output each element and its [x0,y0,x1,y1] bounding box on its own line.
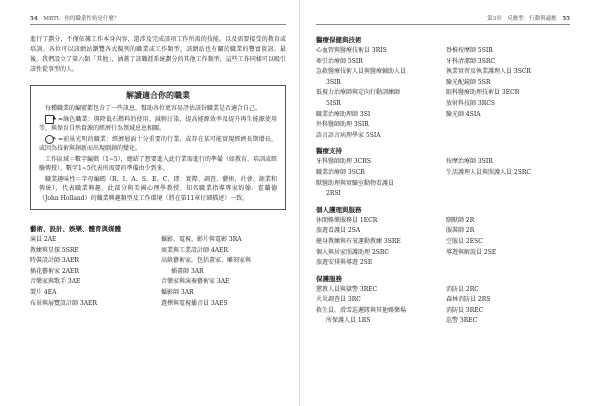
job-item: 驗光配鏡師 5SR [446,78,491,86]
section-healthcare-support [316,146,570,199]
box-paragraph-4: 工作區域＝數字編碼（1~5），總結了想要進入此行業需進行的準備（如教育、培訓或經驗傳授），數字1~5代表所需要的準備由少到多。 [39,155,277,172]
job-item: 驗光師 4SIA [446,110,481,118]
job-item: 低視力治療師與定向行動訓練師 [316,89,401,97]
job-item: 所保護人員 1RS [326,317,371,325]
job-item: 製片 4EA [30,288,57,296]
job-item: 插花藝術家 2AER [30,267,79,275]
job-item: 職業治療助理師 3SI [316,110,371,118]
job-item: 空服員 2ESC [446,237,483,245]
job-item: 休閒娛樂服務員 1ECR [316,216,378,224]
job-item: 攝影、電視、影片與電影 3RA [161,236,242,243]
job-item: 5ISR [326,99,341,107]
job-item: 旅遊安排與導遊 2SE [316,259,373,267]
job-column-1 [316,157,440,199]
left-running-head [30,14,286,25]
job-item: 懲教人員與獄警 3REC [316,285,378,293]
section-title: 保護服務 [316,274,342,283]
job-item: 選擇與電視播音員 3AES [161,299,228,307]
section-arts [30,224,286,309]
job-item: 救生員、滑雪巡邏隊與其他娛樂場 [316,306,407,314]
section-title: 個人護理與服務 [316,205,362,214]
right-running-head [316,14,570,25]
section-personal-care [316,205,570,269]
job-item: 2RSI [326,190,341,198]
career-legend-box [30,85,286,210]
right-page-number: 55 [562,16,570,22]
job-item: 馴獸師 2R [446,216,475,224]
section-title: 醫療保健與技術 [316,36,362,44]
job-item: 生活護理人員與照護人員 2SRC [446,168,531,176]
left-page-number: 54 [30,16,38,22]
job-item: 牽引治療師 5SIR [316,57,363,65]
job-column-2 [446,157,570,199]
right-header-title: 第3章 反應型：行動與適應 [487,16,557,22]
job-item: 高級藝術家，包括畫家、雕刻家與 [161,257,252,265]
job-item: 語言語言病理學家 5SIA [316,131,381,139]
job-column-2 [161,235,286,309]
job-item: 3SIR [326,78,341,86]
job-item: 巡警 3REC [446,317,478,325]
job-item: 按摩治療師 3SIR [446,158,493,166]
section-title: 醫療支持 [316,147,342,156]
job-item: 音樂家與演奏藝術家 3AE [161,278,230,286]
job-item: 獸醫助理與實驗室動物看護員 [316,179,395,187]
job-item: 旅遊看護員 2SA [316,227,361,235]
job-item: 個人與居家照護助理 2SRC [316,248,389,256]
bright-outlook-icon: ☀ [45,135,54,144]
box-paragraph-1: 每種職業的編號都包含了一些訊息，幫助各位更容易評估該份職業是否適合自己。 [45,105,262,112]
box-title: 解讀適合你的職業 [126,91,190,100]
job-item: 音樂家與歌手 3AE [30,278,81,286]
job-item: 攝影師 3AR [161,288,194,296]
job-item: 布景與展覽設計師 3AER [30,299,97,307]
job-column-1 [30,235,155,309]
section-title: 藝術、設計、娛樂、體育與媒體 [30,225,121,233]
box-paragraph-3: ☀ =前景光明的職業：經濟層面十分重要的行業，或存在某可能實現經濟長期增長，或因為技術與創新而出現劇創的變化。 [39,135,277,152]
job-item: 健身教練與有氧運動教練 3SRE [316,237,401,245]
job-item: 眼科醫療助理技術員 3ECR [446,89,520,97]
job-item: 牙科清潔師 3SRC [446,57,495,65]
job-item: 演員 2AE [30,236,57,243]
job-item: 時裝設計師 3AER [30,257,79,265]
job-item: 牙科醫師助理 3CRS [316,158,371,166]
job-item: 消防員 2RC [446,285,479,293]
job-item: 服裝師 2R [446,227,475,235]
job-item: 職業治療師 3SCR [316,168,365,176]
box-paragraph-5: 職業趣味性＝字母編碼（R、I、A、S、E、C，即：實際、調查、藝術、社會、創業和傳統），代表職業興趣，此部分與美國心理學教授、知名職業指導專家約翰．霍蘭德（John Holland）的職業興趣類型及工作環境（將在第11章仔細描述）一致。 [39,175,277,202]
job-item: 執業實習及執業護理人員 3SCR [446,68,531,76]
section-protective-service [316,274,570,327]
green-job-icon: ♣ [45,115,54,124]
left-header-title: MBTI：你的職業性格是什麼？ [43,16,120,22]
job-item: 脊椎按摩師 5SIR [446,47,493,54]
right-page [300,0,600,406]
job-column-1 [316,216,440,269]
job-item: 心血管與醫療技術員 3RIS [316,47,387,54]
job-item: 消防員 3REC [446,306,484,314]
job-item: 導遊與解說員 2SE [446,248,497,256]
job-item: 外科醫師助理 3SIR [316,121,369,129]
job-item: 急救醫療技術人員與醫療輔助人員 [316,68,407,76]
job-item: 教練與星探 5SRE [30,246,79,254]
intro-paragraph: 進行了劃分，不僅依據工作本身內容，還涉及完成該項工作所需的技能。以及需要接受的教育或培訓。各位可以該網站瀏覽各式擬列的職業或工作類型，該網站也有關於職業的豐富資訊。最後，我們設立了第六類「其他」，涵蓋了該職涯系統劃分的其他工作類型，這些工作同樣可以吸引該性從事型的人。 [30,36,286,73]
job-item: 插畫師 3AR [171,267,204,275]
box-paragraph-2: ♣ =綠色職業：與降低石燃料的使用、減輕汙染，提高能源效率及提升再生能源使用等，與保育自然資源的經濟行為領域息息相關。 [39,115,277,132]
job-column-2 [446,46,570,141]
job-column-1 [316,285,440,327]
job-column-2 [446,285,570,327]
job-item: 森林消防員 2RS [446,296,491,304]
section-healthcare-tech [316,35,570,141]
job-item: 火災調查員 3RC [316,296,361,304]
job-item: 商業與工業設計師 4AER [161,246,228,254]
job-column-1 [316,46,440,141]
job-column-2 [446,216,570,269]
job-item: 放射科技師 3RCS [446,99,495,107]
